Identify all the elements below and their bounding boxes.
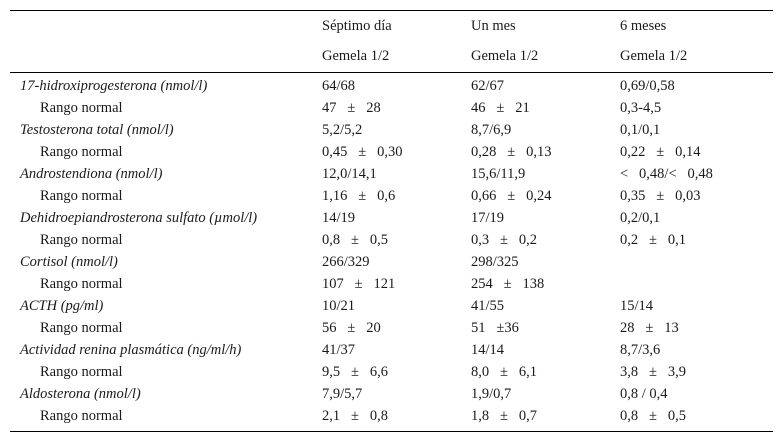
table-cell: 8,7/6,9: [471, 122, 512, 138]
table-cell: 41/37: [322, 342, 356, 358]
table-cell: 46 ± 21: [471, 100, 530, 116]
table-cell: 9,5 ± 6,6: [322, 364, 388, 380]
normal-range-label: Rango normal: [40, 188, 123, 204]
table-cell: 1,9/0,7: [471, 386, 512, 402]
column-subheader-7d: Gemela 1/2: [322, 48, 390, 64]
header-rule: [10, 72, 773, 73]
table-cell: 5,2/5,2: [322, 122, 363, 138]
column-header-6m: 6 meses: [620, 18, 667, 34]
column-subheader-1m: Gemela 1/2: [471, 48, 539, 64]
table-cell: 0,3-4,5: [620, 100, 662, 116]
parameter-label: ACTH (pg/ml): [20, 298, 104, 314]
parameter-label: 17-hidroxiprogesterona (nmol/l): [20, 78, 208, 94]
normal-range-label: Rango normal: [40, 276, 123, 292]
table-cell: 0,45 ± 0,30: [322, 144, 403, 160]
table-bottom-rule: [10, 431, 773, 432]
parameter-label: Androstendiona (nmol/l): [20, 166, 163, 182]
table-cell: 62/67: [471, 78, 505, 94]
table-cell: 1,8 ± 0,7: [471, 408, 537, 424]
table-cell: 0,8 ± 0,5: [322, 232, 388, 248]
normal-range-label: Rango normal: [40, 144, 123, 160]
table-cell: 14/14: [471, 342, 505, 358]
parameter-label: Testosterona total (nmol/l): [20, 122, 174, 138]
table-cell: 2,1 ± 0,8: [322, 408, 388, 424]
table-cell: 0,3 ± 0,2: [471, 232, 537, 248]
normal-range-label: Rango normal: [40, 320, 123, 336]
table-cell: 14/19: [322, 210, 356, 226]
table-cell: 51 ±36: [471, 320, 519, 336]
table-cell: 0,22 ± 0,14: [620, 144, 701, 160]
parameter-label: Actividad renina plasmática (ng/ml/h): [20, 342, 242, 358]
table-cell: 64/68: [322, 78, 356, 94]
table-cell: < 0,48/< 0,48: [620, 166, 713, 182]
table-cell: 0,8 ± 0,5: [620, 408, 686, 424]
table-cell: 0,69/0,58: [620, 78, 675, 94]
normal-range-label: Rango normal: [40, 364, 123, 380]
table-cell: 15/14: [620, 298, 654, 314]
table-cell: 56 ± 20: [322, 320, 381, 336]
hormone-table: [10, 10, 773, 434]
table-cell: 0,1/0,1: [620, 122, 661, 138]
table-cell: 47 ± 28: [322, 100, 381, 116]
table-cell: 15,6/11,9: [471, 166, 526, 182]
table-cell: 266/329: [322, 254, 370, 270]
parameter-label: Dehidroepiandrosterona sulfato (µmol/l): [20, 210, 258, 226]
column-subheader-6m: Gemela 1/2: [620, 48, 688, 64]
normal-range-label: Rango normal: [40, 232, 123, 248]
parameter-label: Cortisol (nmol/l): [20, 254, 118, 270]
table-cell: 10/21: [322, 298, 356, 314]
table-cell: 28 ± 13: [620, 320, 679, 336]
table-cell: 0,28 ± 0,13: [471, 144, 552, 160]
table-cell: 0,2 ± 0,1: [620, 232, 686, 248]
table-cell: 12,0/14,1: [322, 166, 377, 182]
table-top-rule: [10, 10, 773, 11]
table-cell: 7,9/5,7: [322, 386, 363, 402]
table-cell: 41/55: [471, 298, 505, 314]
table-cell: 298/325: [471, 254, 519, 270]
normal-range-label: Rango normal: [40, 100, 123, 116]
table-cell: 107 ± 121: [322, 276, 396, 292]
table-cell: 8,7/3,6: [620, 342, 661, 358]
table-cell: 0,2/0,1: [620, 210, 661, 226]
normal-range-label: Rango normal: [40, 408, 123, 424]
table-cell: 1,16 ± 0,6: [322, 188, 396, 204]
column-header-1m: Un mes: [471, 18, 516, 34]
table-cell: 0,35 ± 0,03: [620, 188, 701, 204]
table-cell: 254 ± 138: [471, 276, 545, 292]
parameter-label: Aldosterona (nmol/l): [20, 386, 141, 402]
table-cell: 8,0 ± 6,1: [471, 364, 537, 380]
table-cell: 17/19: [471, 210, 505, 226]
table-cell: 0,66 ± 0,24: [471, 188, 552, 204]
column-header-7d: Séptimo día: [322, 18, 392, 34]
table-cell: 0,8 / 0,4: [620, 386, 668, 402]
table-cell: 3,8 ± 3,9: [620, 364, 686, 380]
